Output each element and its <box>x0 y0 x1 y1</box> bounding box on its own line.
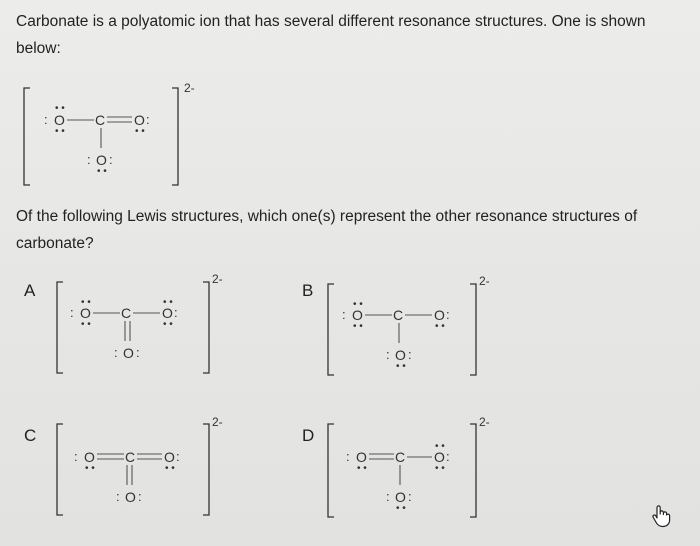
svg-text::: : <box>87 152 91 167</box>
charge-label: 2- <box>212 415 223 429</box>
svg-text::: : <box>386 347 390 362</box>
charge-label: 2- <box>479 274 490 288</box>
carbon: C <box>95 112 106 128</box>
oxygen-left: O <box>356 449 367 465</box>
oxygen-bottom: O <box>395 347 406 363</box>
given-lewis-structure <box>20 78 205 188</box>
svg-text::: : <box>408 489 412 504</box>
carbon: C <box>125 449 136 465</box>
svg-text::: : <box>74 449 78 464</box>
oxygen-right: O <box>162 305 173 321</box>
svg-text::: : <box>346 449 350 464</box>
svg-text:• •: • • <box>55 126 65 137</box>
svg-text::: : <box>44 112 48 127</box>
option-d-structure[interactable] <box>320 412 505 522</box>
svg-text:• •: • • <box>85 463 95 474</box>
intro-text: Carbonate is a polyatomic ion that has several different resonance structures. One is shown below: <box>16 13 646 57</box>
svg-text:• •: • • <box>165 463 175 474</box>
oxygen-bottom: O <box>125 489 136 505</box>
hand-cursor-icon <box>650 504 672 528</box>
oxygen-bottom: O <box>395 489 406 505</box>
svg-text:• •: • • <box>396 361 406 372</box>
oxygen-right: O <box>434 449 445 465</box>
svg-text::: : <box>116 489 120 504</box>
svg-text:• •: • • <box>135 126 145 137</box>
svg-text::: : <box>342 307 346 322</box>
svg-text:• •: • • <box>163 297 173 308</box>
oxygen-left: O <box>84 449 95 465</box>
svg-text:• •: • • <box>357 463 367 474</box>
svg-text::: : <box>446 307 450 322</box>
carbon: C <box>393 307 404 323</box>
oxygen-right: O <box>164 449 175 465</box>
svg-text:• •: • • <box>81 319 91 330</box>
option-c-structure[interactable] <box>50 412 235 522</box>
oxygen-left: O <box>352 307 363 323</box>
svg-text:• •: • • <box>81 297 91 308</box>
svg-text::: : <box>136 345 140 360</box>
svg-text::: : <box>146 112 150 127</box>
oxygen-right: O <box>134 112 145 128</box>
carbon: C <box>395 449 406 465</box>
oxygen-right: O <box>434 307 445 323</box>
svg-text::: : <box>109 152 113 167</box>
svg-text:• •: • • <box>353 321 363 332</box>
svg-text:• •: • • <box>55 103 65 114</box>
svg-text:• •: • • <box>97 166 107 177</box>
svg-text:• •: • • <box>396 503 406 514</box>
prompt-text: Of the following Lewis structures, which one(s) represent the other resonance structures of carbonate? <box>16 208 638 252</box>
oxygen-left: O <box>80 305 91 321</box>
option-c-label[interactable]: C <box>24 426 37 445</box>
oxygen-bottom: O <box>96 152 107 168</box>
charge-label: 2- <box>184 81 195 95</box>
svg-text::: : <box>386 489 390 504</box>
svg-text::: : <box>174 305 178 320</box>
svg-text::: : <box>446 449 450 464</box>
svg-text::: : <box>176 449 180 464</box>
oxygen-left: O <box>54 112 65 128</box>
carbon: C <box>121 305 132 321</box>
svg-text:• •: • • <box>435 463 445 474</box>
oxygen-bottom: O <box>123 345 134 361</box>
svg-text:• •: • • <box>435 441 445 452</box>
svg-text::: : <box>70 305 74 320</box>
option-a-structure[interactable] <box>50 270 235 380</box>
charge-label: 2- <box>212 272 223 286</box>
svg-text::: : <box>138 489 142 504</box>
svg-text:• •: • • <box>353 299 363 310</box>
option-d-label[interactable]: D <box>302 426 315 445</box>
svg-text:• •: • • <box>435 321 445 332</box>
svg-text:• •: • • <box>163 319 173 330</box>
option-b-structure[interactable] <box>320 270 505 380</box>
svg-text::: : <box>408 347 412 362</box>
option-a-label[interactable]: A <box>24 281 36 300</box>
svg-text::: : <box>114 345 118 360</box>
option-b-label[interactable]: B <box>302 281 314 300</box>
charge-label: 2- <box>479 415 490 429</box>
